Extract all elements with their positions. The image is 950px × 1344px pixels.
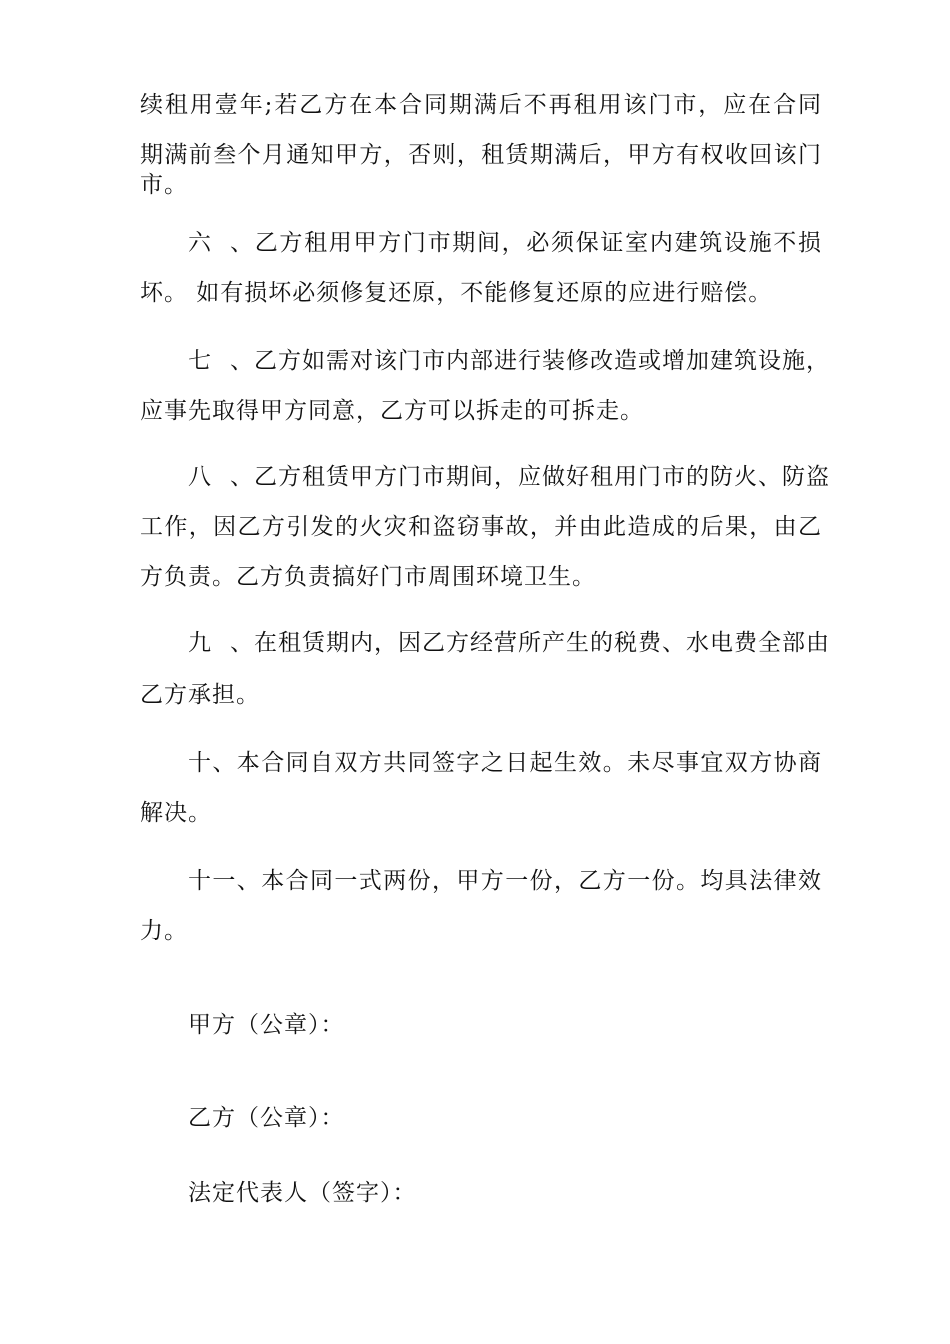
clause-nine-number: 九、 [188,630,254,656]
clause-six-line-2: 坏。 如有损坏必须修复还原，不能修复还原的应进行赔偿。 [140,280,773,306]
clause-eight-number: 八、 [188,464,254,490]
legal-representative-signature-label: 法定代表人（签字）： [188,1180,417,1206]
clause-nine-line-1 [188,628,830,658]
clause-seven-line-1 [188,346,830,376]
clause-five-line-1: 续租用壹年;若乙方在本合同期满后不再租用该门市，应在合同 [140,92,822,118]
clause-eight-line-1 [188,462,830,492]
party-a-seal-label: 甲方（公章）： [188,1012,345,1038]
clause-six-text: 乙方租用甲方门市期间，必须保证室内建筑设施不损 [254,230,822,256]
clause-seven-text: 乙方如需对该门市内部进行装修改造或增加建筑设施， [254,348,830,374]
clause-six-number: 六、 [188,230,254,256]
clause-eleven-line-2: 力。 [140,918,188,944]
clause-seven-line-2: 应事先取得甲方同意，乙方可以拆走的可拆走。 [140,398,644,424]
clause-five-line-2: 期满前叁个月通知甲方，否则，租赁期满后，甲方有权收回该门 [140,142,822,168]
clause-eleven-line-1: 十一、本合同一式两份，甲方一份，乙方一份。均具法律效 [188,868,822,894]
clause-seven-number: 七、 [188,348,254,374]
party-b-seal-label: 乙方（公章）： [188,1105,345,1131]
clause-six-line-1 [188,228,822,258]
clause-ten-line-2: 解决。 [140,800,212,826]
clause-eight-line-3: 方负责。乙方负责搞好门市周围环境卫生。 [140,564,596,590]
clause-eight-line-2: 工作，因乙方引发的火灾和盗窃事故，并由此造成的后果，由乙 [140,514,822,540]
clause-ten-line-1: 十、本合同自双方共同签字之日起生效。未尽事宜双方协商 [188,750,822,776]
clause-nine-line-2: 乙方承担。 [140,682,260,708]
clause-eight-text: 乙方租赁甲方门市期间，应做好租用门市的防火、防盗 [254,464,830,490]
clause-nine-text: 在租赁期内，因乙方经营所产生的税费、水电费全部由 [254,630,830,656]
clause-five-line-3: 市。 [140,172,188,198]
